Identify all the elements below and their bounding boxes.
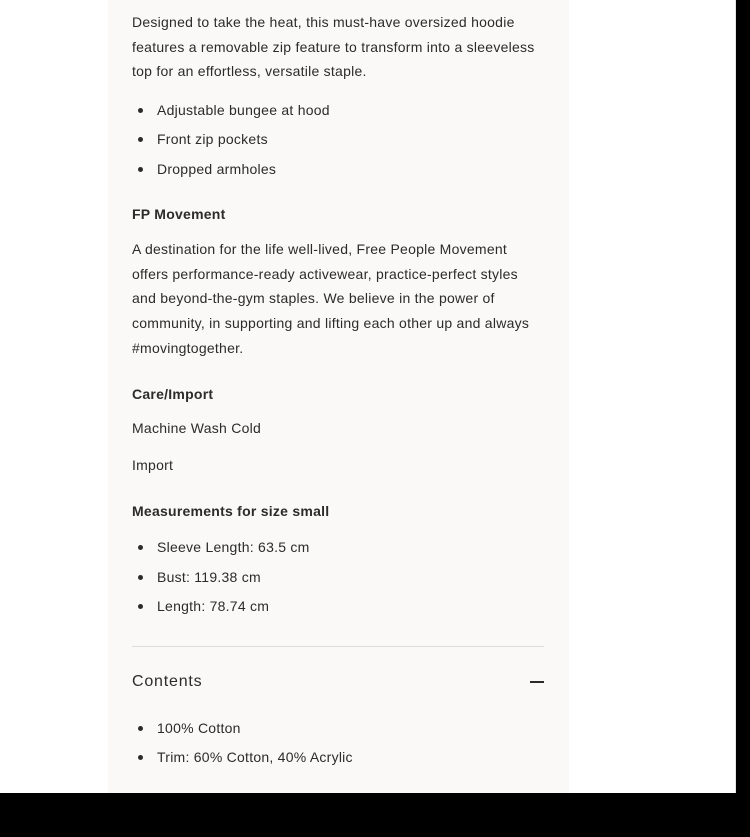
contents-accordion-toggle[interactable] [132, 647, 544, 717]
care-heading: Care/Import [132, 386, 214, 403]
brand-heading: FP Movement [132, 206, 226, 223]
brand-description: A destination for the life well-lived, Free People Movement offers performance-ready activewear, practice-perfect styles and beyond-the-gym staples. We believe in the power of community, in supporting and lifting each other up and always #movingtogether. [132, 241, 530, 356]
care-origin: Import [132, 456, 174, 473]
list-item: 100% Cotton [132, 714, 544, 744]
product-description: Designed to take the heat, this must-have oversized hoodie features a removable zip feature to transform into a sleeveless top for an effortless, versatile staple. [132, 14, 535, 80]
list-item: Front zip pockets [132, 125, 544, 155]
measurements-heading: Measurements for size small [132, 503, 330, 520]
list-item: Bust: 119.38 cm [132, 563, 544, 593]
measurements-list [132, 533, 544, 622]
contents-list [132, 714, 544, 773]
list-item: Dropped armholes [132, 155, 544, 185]
contents-title: Contents [132, 672, 203, 690]
product-details-content [132, 0, 544, 773]
minus-icon [530, 681, 544, 683]
scrollbar-strip [736, 0, 750, 793]
list-item: Length: 78.74 cm [132, 592, 544, 622]
bottom-black-bar [0, 793, 750, 837]
feature-list [132, 96, 544, 185]
list-item: Trim: 60% Cotton, 40% Acrylic [132, 743, 544, 773]
care-wash: Machine Wash Cold [132, 420, 262, 437]
list-item: Adjustable bungee at hood [132, 96, 544, 126]
list-item: Sleeve Length: 63.5 cm [132, 533, 544, 563]
